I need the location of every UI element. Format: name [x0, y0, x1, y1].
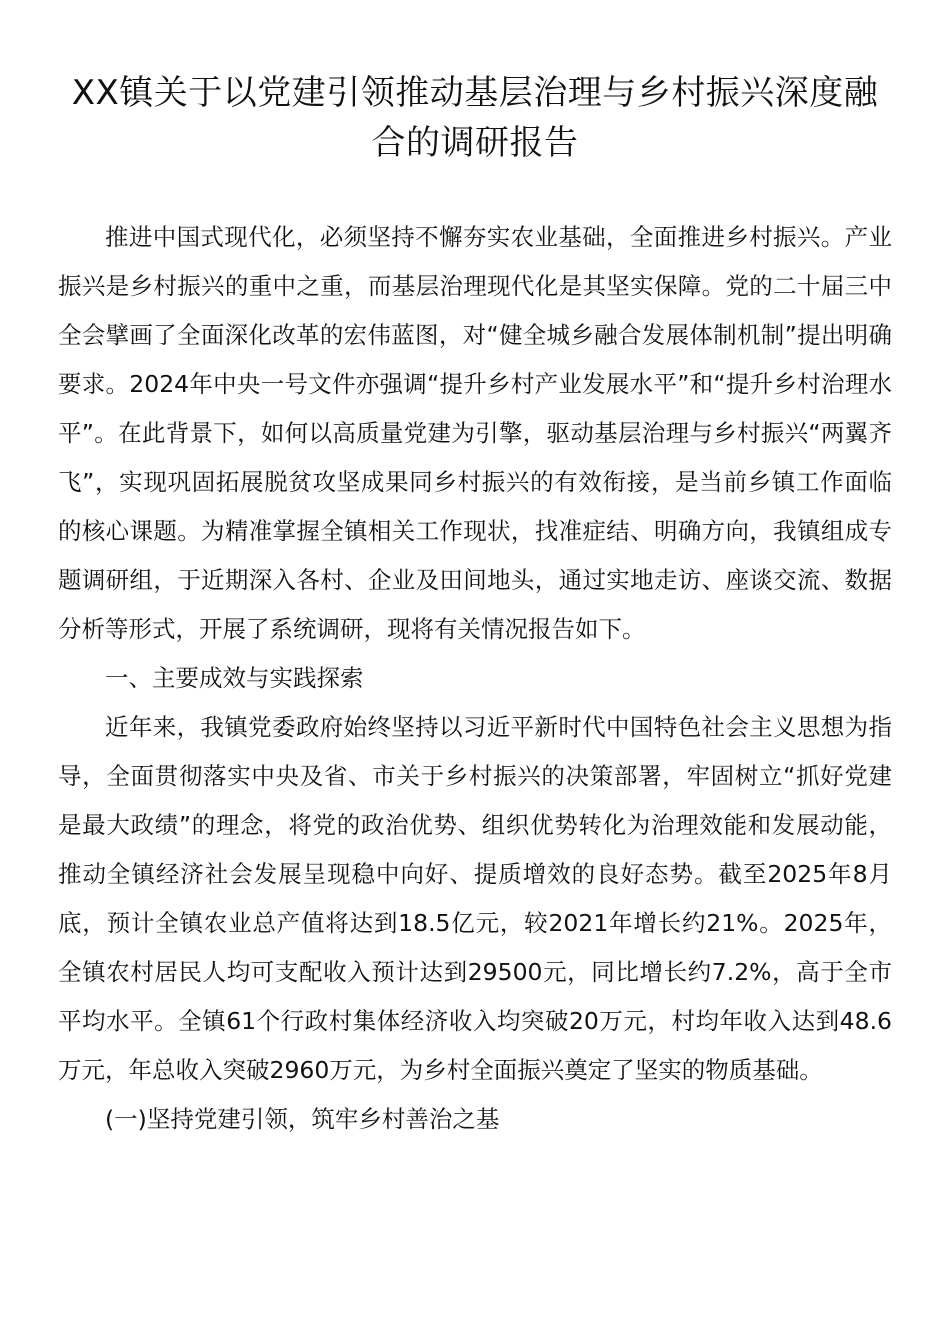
document-body: [58, 213, 892, 1144]
section-one-paragraph: 近年来，我镇党委政府始终坚持以习近平新时代中国特色社会主义思想为指导，全面贯彻落实中央及省、市关于乡村振兴的决策部署，牢固树立“抓好党建是最大政绩”的理念，将党的政治优势、组织优势转化为治理效能和发展动能，推动全镇经济社会发展呈现稳中向好、提质增效的良好态势。截至2025年8月底，预计全镇农业总产值将达到18.5亿元，较2021年增长约21%。2025年，全镇农村居民人均可支配收入预计达到29500元，同比增长约7.2%，高于全市平均水平。全镇61个行政村集体经济收入均突破20万元，村均年收入达到48.6万元，年总收入突破2960万元，为乡村全面振兴奠定了坚实的物质基础。: [58, 713, 892, 1084]
section-one-heading: 一、主要成效与实践探索: [105, 664, 364, 692]
intro-paragraph: 推进中国式现代化，必须坚持不懈夯实农业基础，全面推进乡村振兴。产业振兴是乡村振兴的重中之重，而基层治理现代化是其坚实保障。党的二十届三中全会擘画了全面深化改革的宏伟蓝图，对“健全城乡融合发展体制机制”提出明确要求。2024年中央一号文件亦强调“提升乡村产业发展水平”和“提升乡村治理水平”。在此背景下，如何以高质量党建为引擎，驱动基层治理与乡村振兴“两翼齐飞”，实现巩固拓展脱贫攻坚成果同乡村振兴的有效衔接，是当前乡镇工作面临的核心课题。为精准掌握全镇相关工作现状，找准症结、明确方向，我镇组成专题调研组，于近期深入各村、企业及田间地头，通过实地走访、座谈交流、数据分析等形式，开展了系统调研，现将有关情况报告如下。: [58, 223, 892, 643]
subsection-one-heading: (一)坚持党建引领，筑牢乡村善治之基: [105, 1105, 500, 1133]
document-title: XX镇关于以党建引领推动基层治理与乡村振兴深度融合的调研报告: [71, 73, 879, 163]
